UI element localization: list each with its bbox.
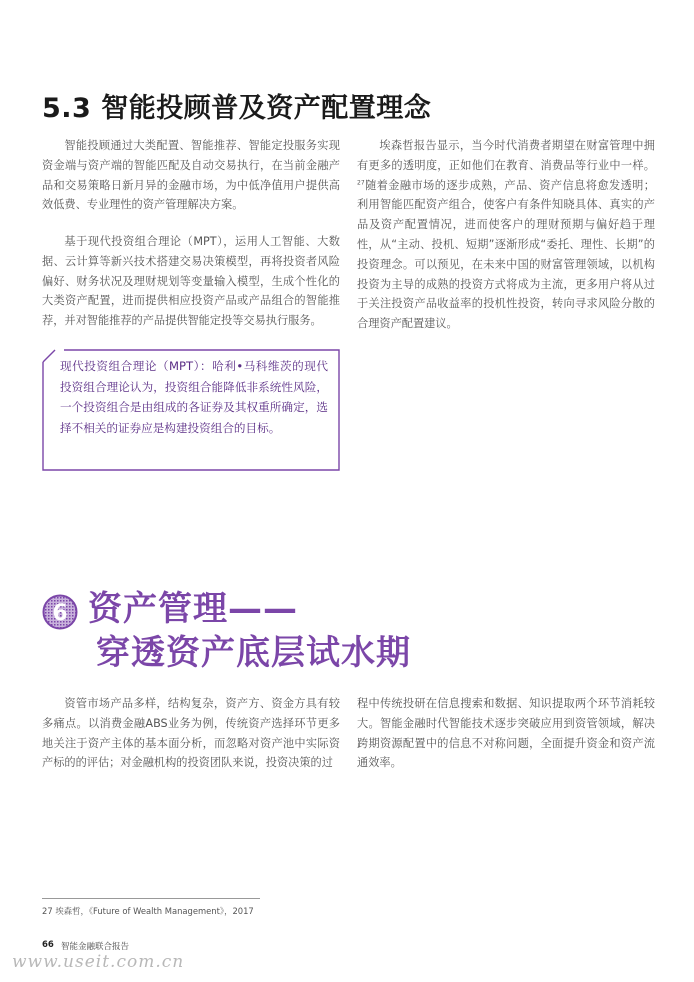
page-number: 66 xyxy=(42,940,54,950)
chapter-left-paragraph: 资管市场产品多样，结构复杂，资产方、资金方具有较多痛点。以消费金融ABS业务为例，传统资产选择环节更多地关注于资产主体的基本面分析，而忽略对资产池中实际资产标的的评估；对金融机构的投资团队来说，投资决策的过 xyxy=(42,697,340,770)
site-watermark: www.useit.com.cn xyxy=(12,952,185,972)
chapter-number: 6 xyxy=(52,601,68,626)
right-paragraph-part2: 随着金融市场的逐步成熟，产品、资产信息将愈发透明；利用智能匹配资产组合，使客户有条件知晓具体、真实的产品及资产配置情况，进而使客户的理财预期与偏好趋于理性，从“主动、投机、短期”逐渐形成“委托、理性、长期”的投资理念。可以预见，在未来中国的财富管理领域，以机构投资为主导的成熟的投资方式将成为主流，更多用户将从过于关注投资产品收益率的投机性投资，转向寻求风险分散的合理资产配置建议。 xyxy=(357,178,655,331)
chapter-title-line-2: 穿透资产底层试水期 xyxy=(96,633,411,673)
callout-text: 现代投资组合理论（MPT）：哈利•马科维茨的现代投资组合理论认为，投资组合能降低非系统性风险，一个投资组合是由组成的各证券及其权重所确定，选择不相关的证券应是构建投资组合的目标。 xyxy=(60,359,328,435)
chapter-heading xyxy=(42,589,662,681)
section-heading: 5.3 智能投顾普及资产配置理念 xyxy=(42,93,432,124)
section-left-paragraph-2: 基于现代投资组合理论（MPT），运用人工智能、大数据、云计算等新兴技术搭建交易决策模型，再将投资者风险偏好、财务状况及理财规划等变量输入模型，生成个性化的大类资产配置，进而提供相应投资产品或产品组合的智能推荐，并对智能推荐的产品提供智能定投等交易执行服务。 xyxy=(42,235,340,328)
running-title: 智能金融联合报告 xyxy=(61,942,130,952)
chapter-right-paragraph: 程中传统投研在信息搜索和数据、知识提取两个环节消耗较大。智能金融时代智能技术逐步突破应用到资管领域，解决跨期资源配置中的信息不对称问题，全面提升资金和资产流通效率。 xyxy=(357,697,655,770)
section-right-paragraph xyxy=(357,136,655,334)
chapter-number-badge xyxy=(42,594,78,630)
section-left-paragraph-1: 智能投顾通过大类配置、智能推荐、智能定投服务实现资金端与资产端的智能匹配及自动交易执行，在当前金融产品和交易策略日新月异的金融市场，为中低净值用户提供高效低费、专业理性的资产管理解决方案。 xyxy=(42,139,340,212)
footnote-text: 27 埃森哲，《Future of Wealth Management》，2017 xyxy=(42,906,254,916)
right-paragraph-part1: 埃森哲报告显示，当今时代消费者期望在财富管理中拥有更多的透明度，正如他们在教育、消费品等行业中一样。 xyxy=(357,139,655,172)
mpt-callout-box xyxy=(42,349,340,471)
footnote-divider xyxy=(42,898,260,899)
chapter-title-line-1: 资产管理—— xyxy=(88,589,298,629)
footnote-reference[interactable]: 27 xyxy=(357,178,365,186)
